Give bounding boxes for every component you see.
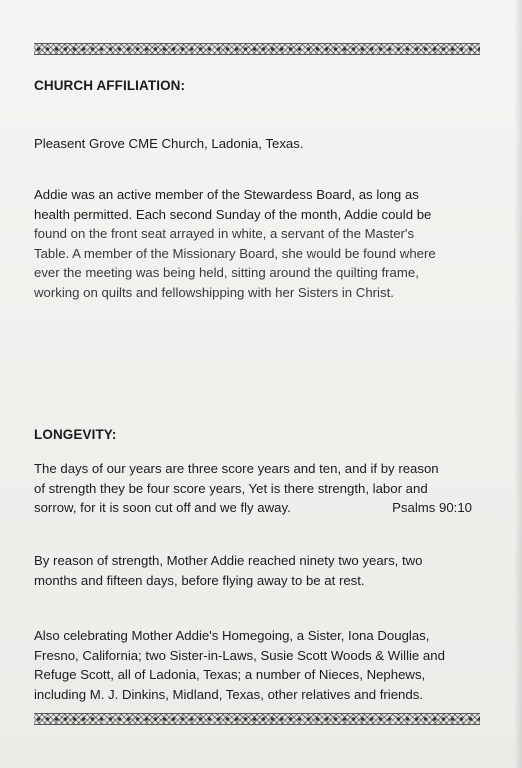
text-line: Refuge Scott, all of Ladonia, Texas; a number of Nieces, Nephews, xyxy=(34,667,426,683)
decorative-border-bottom xyxy=(34,713,480,725)
text-line: sorrow, for it is soon cut off and we fly away. xyxy=(34,500,291,516)
scripture-last-line xyxy=(34,498,476,518)
church-name-text: Pleasent Grove CME Church, Ladonia, Texas. xyxy=(34,136,304,151)
text-line: found on the front seat arrayed in white, a servant of the Master's xyxy=(34,226,415,242)
page-edge-shadow xyxy=(514,0,522,768)
church-affiliation-heading: CHURCH AFFILIATION: xyxy=(34,78,186,93)
church-affiliation-paragraph xyxy=(34,185,476,303)
text-line: Addie was an active member of the Stewardess Board, as long as xyxy=(34,187,419,202)
text-line: Table. A member of the Missionary Board, she would be found where xyxy=(34,245,436,261)
text-line: By reason of strength, Mother Addie reached ninety two years, two xyxy=(34,553,423,568)
text-line: working on quilts and fellowshipping with her Sisters in Christ. xyxy=(34,284,394,300)
text-line: of strength they be four score years, Yet is there strength, labor and xyxy=(34,480,428,496)
text-line: ever the meeting was being held, sitting around the quilting frame, xyxy=(34,265,419,281)
text-line: Fresno, California; two Sister-in-Laws, Susie Scott Woods & Willie and xyxy=(34,647,445,663)
scripture-paragraph xyxy=(34,459,476,518)
text-line: months and fifteen days, before flying away to be at rest. xyxy=(34,572,365,588)
age-paragraph xyxy=(34,551,476,590)
text-line: The days of our years are three score years and ten, and if by reason xyxy=(34,461,439,476)
survivors-paragraph xyxy=(34,626,476,704)
decorative-border-top xyxy=(34,43,480,55)
text-line: Also celebrating Mother Addie's Homegoing, a Sister, Iona Douglas, xyxy=(34,628,430,643)
scripture-reference: Psalms 90:10 xyxy=(392,500,472,516)
longevity-heading: LONGEVITY: xyxy=(34,427,117,442)
text-line: including M. J. Dinkins, Midland, Texas, other relatives and friends. xyxy=(34,686,423,702)
church-name xyxy=(34,134,476,154)
text-line: health permitted. Each second Sunday of the month, Addie could be xyxy=(34,206,432,222)
